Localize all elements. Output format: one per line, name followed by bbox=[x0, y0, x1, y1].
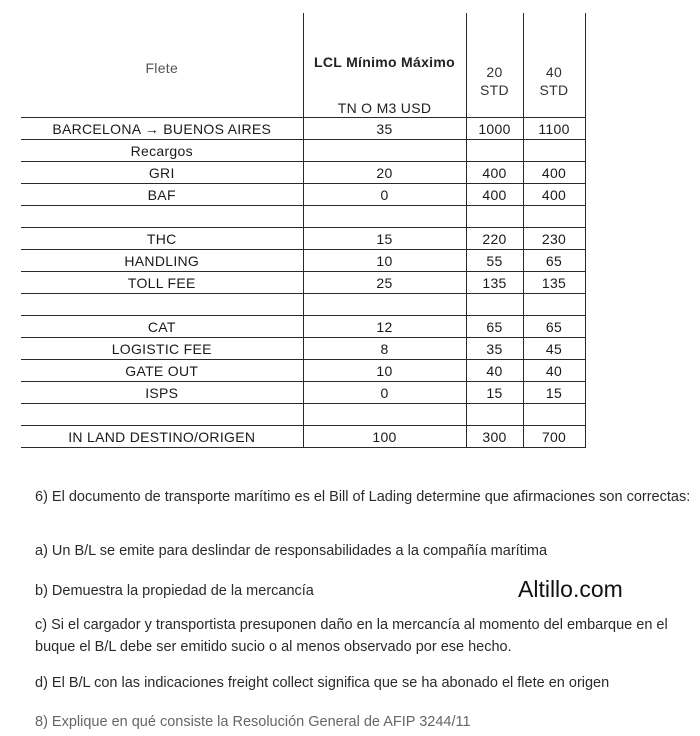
row-label: GRI bbox=[21, 162, 303, 184]
std40-value: 230 bbox=[523, 228, 585, 250]
std40-value: 65 bbox=[523, 250, 585, 272]
std20-value: 300 bbox=[466, 426, 523, 448]
std40-value: 15 bbox=[523, 382, 585, 404]
row-label bbox=[21, 404, 303, 426]
header-lcl-title: LCL Mínimo Máximo bbox=[314, 54, 455, 70]
lcl-value: 100 bbox=[303, 426, 466, 448]
std40-value bbox=[523, 140, 585, 162]
table-row bbox=[21, 250, 585, 272]
std20-value: 40 bbox=[466, 360, 523, 382]
std40-value: 700 bbox=[523, 426, 585, 448]
lcl-value: 10 bbox=[303, 250, 466, 272]
row-label: BAF bbox=[21, 184, 303, 206]
lcl-value bbox=[303, 140, 466, 162]
std20-value: 220 bbox=[466, 228, 523, 250]
table-row bbox=[21, 118, 585, 140]
option-a: a) Un B/L se emite para deslindar de responsabilidades a la compañía marítima bbox=[35, 543, 548, 559]
table-row bbox=[21, 272, 585, 294]
table-spacer-row bbox=[21, 206, 585, 228]
row-label: LOGISTIC FEE bbox=[21, 338, 303, 360]
altillo-watermark: Altillo.com bbox=[518, 576, 623, 602]
row-label bbox=[21, 206, 303, 228]
std40-value: 1100 bbox=[523, 118, 585, 140]
row-label: CAT bbox=[21, 316, 303, 338]
lcl-value: 20 bbox=[303, 162, 466, 184]
std20-value bbox=[466, 294, 523, 316]
lcl-value: 25 bbox=[303, 272, 466, 294]
std20-value bbox=[466, 140, 523, 162]
std40-value: 65 bbox=[523, 316, 585, 338]
table-row bbox=[21, 338, 585, 360]
table-row bbox=[21, 316, 585, 338]
std40-value: 400 bbox=[523, 162, 585, 184]
std40-value: 45 bbox=[523, 338, 585, 360]
table-body bbox=[21, 118, 585, 448]
row-label: ISPS bbox=[21, 382, 303, 404]
std40-value bbox=[523, 206, 585, 228]
question-8: 8) Explique en qué consiste la Resolución General de AFIP 3244/11 bbox=[35, 714, 471, 730]
lcl-value: 0 bbox=[303, 382, 466, 404]
row-label: HANDLING bbox=[21, 250, 303, 272]
lcl-value: 12 bbox=[303, 316, 466, 338]
lcl-value: 35 bbox=[303, 118, 466, 140]
table-row bbox=[21, 162, 585, 184]
table-spacer-row bbox=[21, 294, 585, 316]
row-label: TOLL FEE bbox=[21, 272, 303, 294]
option-c: c) Si el cargador y transportista presuponen daño en la mercancía al momento del embarque en el buque el B/L debe ser emitido sucio o al menos observado por ese hecho. bbox=[35, 617, 668, 655]
row-label: GATE OUT bbox=[21, 360, 303, 382]
header-flete: Flete bbox=[21, 13, 303, 118]
std20-value: 15 bbox=[466, 382, 523, 404]
table-row bbox=[21, 140, 585, 162]
std20-value: 400 bbox=[466, 162, 523, 184]
lcl-value: 10 bbox=[303, 360, 466, 382]
table-header-row bbox=[21, 13, 585, 118]
table-row bbox=[21, 382, 585, 404]
header-20-std: 20 STD bbox=[466, 13, 523, 118]
table-row bbox=[21, 184, 585, 206]
std20-value: 400 bbox=[466, 184, 523, 206]
std20-value: 1000 bbox=[466, 118, 523, 140]
std40-value: 40 bbox=[523, 360, 585, 382]
row-label: Recargos bbox=[21, 140, 303, 162]
lcl-value bbox=[303, 206, 466, 228]
row-label: THC bbox=[21, 228, 303, 250]
std40-value: 135 bbox=[523, 272, 585, 294]
option-b: b) Demuestra la propiedad de la mercancía bbox=[35, 583, 314, 599]
header-40-std: 40 STD bbox=[523, 13, 585, 118]
header-lcl-units: TN O M3 USD bbox=[337, 100, 432, 116]
row-label bbox=[21, 294, 303, 316]
lcl-value: 15 bbox=[303, 228, 466, 250]
std20-value: 55 bbox=[466, 250, 523, 272]
std20-value bbox=[466, 404, 523, 426]
std20-value bbox=[466, 206, 523, 228]
table-row bbox=[21, 360, 585, 382]
std20-value: 35 bbox=[466, 338, 523, 360]
lcl-value bbox=[303, 294, 466, 316]
table-row bbox=[21, 426, 585, 448]
std20-value: 135 bbox=[466, 272, 523, 294]
option-d: d) El B/L con las indicaciones freight collect significa que se ha abonado el flete en origen bbox=[35, 675, 610, 691]
std40-value bbox=[523, 294, 585, 316]
question-6: 6) El documento de transporte marítimo es el Bill of Lading determine que afirmaciones son correctas: bbox=[35, 489, 691, 505]
lcl-value: 0 bbox=[303, 184, 466, 206]
lcl-value bbox=[303, 404, 466, 426]
row-label: IN LAND DESTINO/ORIGEN bbox=[21, 426, 303, 448]
freight-rate-table bbox=[21, 13, 586, 448]
std40-value bbox=[523, 404, 585, 426]
std20-value: 65 bbox=[466, 316, 523, 338]
lcl-value: 8 bbox=[303, 338, 466, 360]
std40-value: 400 bbox=[523, 184, 585, 206]
table-spacer-row bbox=[21, 404, 585, 426]
header-lcl bbox=[303, 13, 466, 118]
row-label: BARCELONA → BUENOS AIRES bbox=[21, 118, 303, 140]
table-row bbox=[21, 228, 585, 250]
